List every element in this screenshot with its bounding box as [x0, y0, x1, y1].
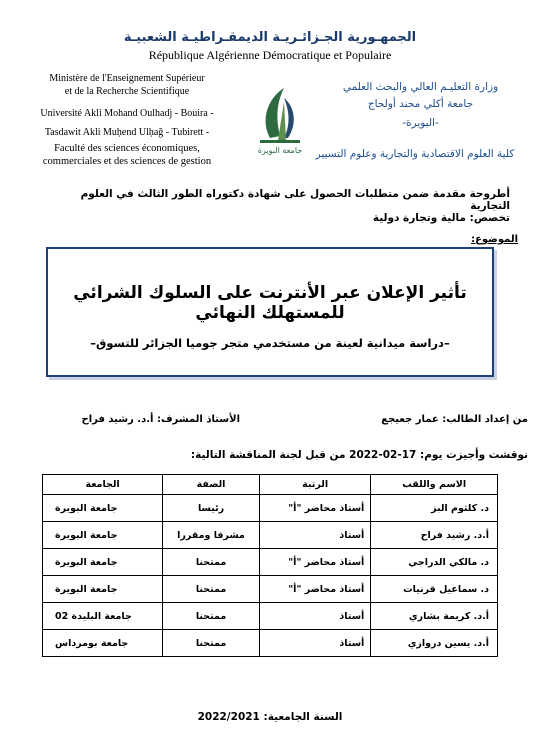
table-row: [43, 522, 498, 549]
table-row: [43, 603, 498, 630]
table-row: [43, 495, 498, 522]
university-fr: Université Akli Mohand Oulhadj - Bouira -: [40, 108, 214, 119]
republic-arabic: الجمهـورية الجـزائـريـة الديمقـراطيـة الشعبيـة: [123, 30, 417, 45]
table-row: [43, 630, 498, 657]
jury-university: جامعة البويرة: [43, 549, 163, 576]
jury-rank: أستاذ: [259, 603, 370, 630]
jury-university: جامعة البويرة: [43, 576, 163, 603]
student-name: من إعداد الطالب: عمار جعيجع: [381, 414, 528, 425]
col-role-header: الصفة: [163, 475, 260, 495]
university-kabyle: Tasdawit Akli Muḥend Ulḥağ - Tubirett -: [44, 127, 210, 138]
jury-role: ممتحنا: [163, 603, 260, 630]
jury-name: د. سماعيل قرنيات: [371, 576, 498, 603]
defense-statement: نوقشت وأجيزت يوم: 17-02-2022 من قبل لجنة المناقشة التالية:: [190, 449, 528, 461]
jury-name: د. مالكي الدراجي: [371, 549, 498, 576]
jury-rank: أستاذ محاضر "أ": [259, 549, 370, 576]
jury-name: أ.د. رشيد فراح: [371, 522, 498, 549]
jury-role: رئيسا: [163, 495, 260, 522]
jury-name: أ.د. يسين دروازي: [371, 630, 498, 657]
table-row: [43, 576, 498, 603]
col-university-header: الجامعة: [43, 475, 163, 495]
academic-year: السنة الجامعية: 2022/2021: [197, 711, 343, 723]
republic-french: République Algérienne Démocratique et Populaire: [148, 48, 392, 62]
faculty-fr: Faculté des sciences économiques, commerciales et des sciences de gestion: [42, 143, 212, 167]
faculty-ar: كلية العلوم الاقتصادية والتجارية وعلوم التسيير: [315, 148, 515, 160]
jury-university: جامعة البليدة 02: [43, 603, 163, 630]
jury-table: [42, 474, 498, 657]
city-ar: -البويرة-: [402, 117, 439, 129]
ministry-fr: Ministère de l'Enseignement Supérieur et de la Recherche Scientifique: [49, 73, 205, 97]
col-name-header: الاسم واللقب: [371, 475, 498, 495]
jury-rank: أستاذ محاضر "أ": [259, 495, 370, 522]
jury-rank: أستاذ محاضر "أ": [259, 576, 370, 603]
thesis-topic-label: الموضوع:: [471, 234, 518, 245]
thesis-specialty: تخصص: مالية وتجارة دولية: [372, 212, 510, 224]
thesis-presented: أطروحة مقدمة ضمن متطلبات الحصول على شهادة دكتوراه الطور الثالث في العلوم التجارية: [80, 188, 510, 212]
thesis-title: تأثير الإعلان عبر الأنترنت على السلوك الشرائي للمستهلك النهائي: [73, 283, 467, 323]
jury-role: ممتحنا: [163, 549, 260, 576]
supervisor-name: الأستاذ المشرف: أ.د. رشيد فراح: [81, 414, 240, 425]
ministry-ar: وزارة التعليـم العالي والبحث العلمي: [342, 81, 499, 93]
jury-name: د. كلثوم البز: [371, 495, 498, 522]
logo-caption: جامعة البويرة: [257, 146, 303, 155]
jury-rank: أستاذ: [259, 630, 370, 657]
jury-role: ممتحنا: [163, 630, 260, 657]
jury-university: جامعة بومرداس: [43, 630, 163, 657]
table-row: [43, 549, 498, 576]
jury-name: أ.د. كريمة بشاري: [371, 603, 498, 630]
jury-header-row: [43, 475, 498, 495]
jury-role: ممتحنا: [163, 576, 260, 603]
jury-university: جامعة البويرة: [43, 522, 163, 549]
jury-role: مشرفا ومقررا: [163, 522, 260, 549]
thesis-subtitle: –دراسة ميدانية لعينة من مستخدمي متجر جوميا الجزائر للتسوق–: [90, 336, 450, 350]
jury-university: جامعة البويرة: [43, 495, 163, 522]
university-logo: [250, 80, 310, 160]
university-ar: جامعة أكلي محند أولحاج: [367, 98, 474, 110]
col-rank-header: الرتبة: [259, 475, 370, 495]
jury-rank: أستاذ: [259, 522, 370, 549]
